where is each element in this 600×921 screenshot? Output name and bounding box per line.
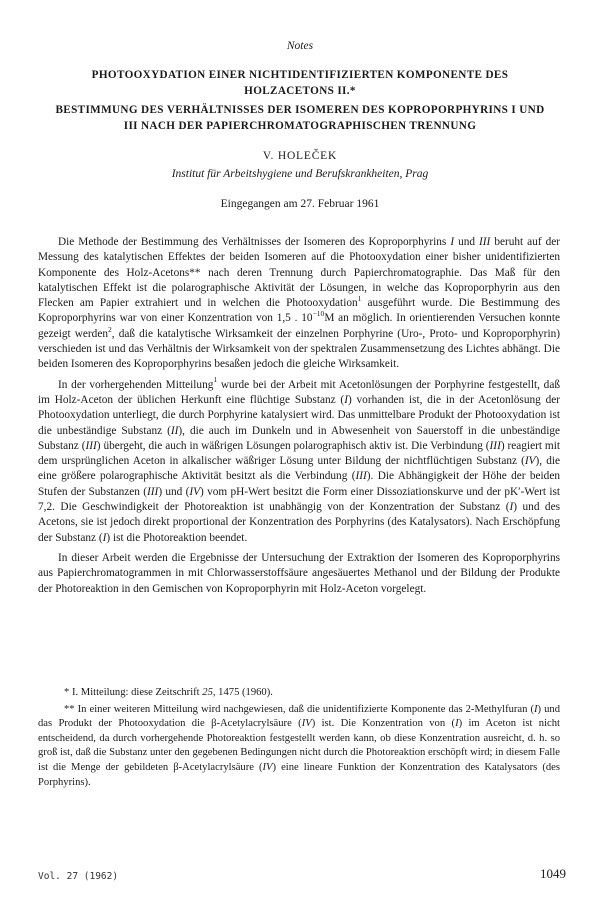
footnotes (38, 686, 560, 792)
footnote-2: ** In einer weiteren Mitteilung wird nachgewiesen, daß die unidentifizierte Komponente das 2-Methylfuran (I) und das Produkt der Photooxydation die β-Acetylacrylsäure (IV) ist. Die Konzentration von (I) im Aceton ist nicht entscheidend, da durch vorhergehende Photoreaktion festgestellt werden kann, ob diese Konzentration ausreicht, d. h. so groß ist, daß die Substanz unter den gegebenen Bedingungen nicht durch die Photoreaktion erschöpft wird; in diesem Falle ist die Menge der gebildeten β-Acetylacrylsäure (IV) eine lineare Funktion der Konzentration des Katalysators (des Porphyrins). (38, 703, 560, 788)
paragraph-2: In der vorhergehenden Mitteilung$^1$ wurde bei der Arbeit mit Acetonlösungen der Porphyrine festgestellt, daß im Holz-Aceton der üblichen Herkunft eine flüchtige Substanz (I) vorhanden ist, die in der Acetonlösung der Photooxydation unterliegt, die durch Porphyrine katalysiert wird. Das unmittelbare Produkt der Photooxydation ist die unbeständige Substanz (II), die auch im Dunkeln und in Abwesenheit von Sauerstoff in die unbeständige Substanz (III) übergeht, die auch in wäßrigen Lösungen polarographisch aktiv ist. Die Verbindung (III) reagiert mit dem ursprünglichen Aceton in alkalischer wäßriger Lösung unter Bildung der nichtflüchtigen Substanz (IV), die eine größere polarographische Aktivität besitzt als die Verbindung (III). Die Abhängigkeit der Höhe der beiden Stufen der Substanzen (III) und (IV) vom pH-Wert besitzt die Form einer Dissoziationskurve und der pK′-Wert ist 7,2. Die Geschwindigkeit der Photoreaktion ist unabhängig von der Konzentration der Substanz (I) und des Acetons, sie ist jedoch direkt proportional der Konzentration des Porphyrins (des Katalysators). Nach Erschöpfung der Substanz (I) ist die Photoreaktion beendet. (38, 375, 561, 544)
affiliation: Institut für Arbeitshygiene und Berufskrankheiten, Prag (171, 168, 429, 180)
volume-info: Vol. 27 (1962) (38, 871, 119, 882)
footnote-1: * I. Mitteilung: diese Zeitschrift 25, 1475 (1960). (64, 687, 273, 698)
paragraph-3: In dieser Arbeit werden die Ergebnisse der Untersuchung der Extraktion der Isomeren des Koproporphyrins aus Papierchromatogrammen in mit Chlorwasserstoffsäure angesäuertes Methanol und der Bildung der Produkte der Photoreaktion in den Gemischen von Koproporphyrin mit Holz-Aceton vorgelegt. (38, 551, 560, 595)
article-title (50, 68, 550, 134)
page-number: 1049 (540, 866, 566, 881)
body-text (38, 235, 560, 602)
title-line-2: BESTIMMUNG DES VERHÄLTNISSES DER ISOMEREN DES KOPROPORPHYRINS I UND III NACH DER PAPIERCHROMATOGRAPHISCHEN TRENNUNG (55, 104, 545, 132)
running-head: Notes (286, 40, 314, 52)
title-line-1: PHOTOOXYDATION EINER NICHTIDENTIFIZIERTEN KOMPONENTE DES HOLZACETONS II.* (91, 69, 509, 97)
paragraph-1: Die Methode der Bestimmung des Verhältnisses der Isomeren des Koproporphyrins I und III beruht auf der Messung des katalytischen Effektes der beiden Isomeren auf die Photooxydation einer bisher unidentifizierten Komponente des Holz-Acetons** nach deren Trennung durch Papierchromatographie. Das Maß für den katalytischen Effekt ist die polarographische Aktivität der Lösungen, in welche das Koproporphyrin aus den Flecken am Papier extrahiert und in welchen die Photooxydation$^1$ ausgeführt wurde. Die Bestimmung des Koproporphyrins war von einer Konzentration von 1,5 . $10^{-10}M$ an möglich. In orientierenden Versuchen konnte gezeigt werden$^2$, daß die katalytische Wirksamkeit der einzelnen Porphyrine (Uro-, Proto- und Koproporphyrin) verschieden ist und das Verhältnis der Wirksamkeit von der spektralen Zusammensetzung des Lichtes abhängt. Die beiden Isomeren des Koproporphyrins besaßen jedoch die gleiche Wirksamkeit. (38, 236, 561, 371)
received-date: Eingegangen am 27. Februar 1961 (220, 198, 380, 210)
author: V. HOLEČEK (262, 150, 338, 162)
